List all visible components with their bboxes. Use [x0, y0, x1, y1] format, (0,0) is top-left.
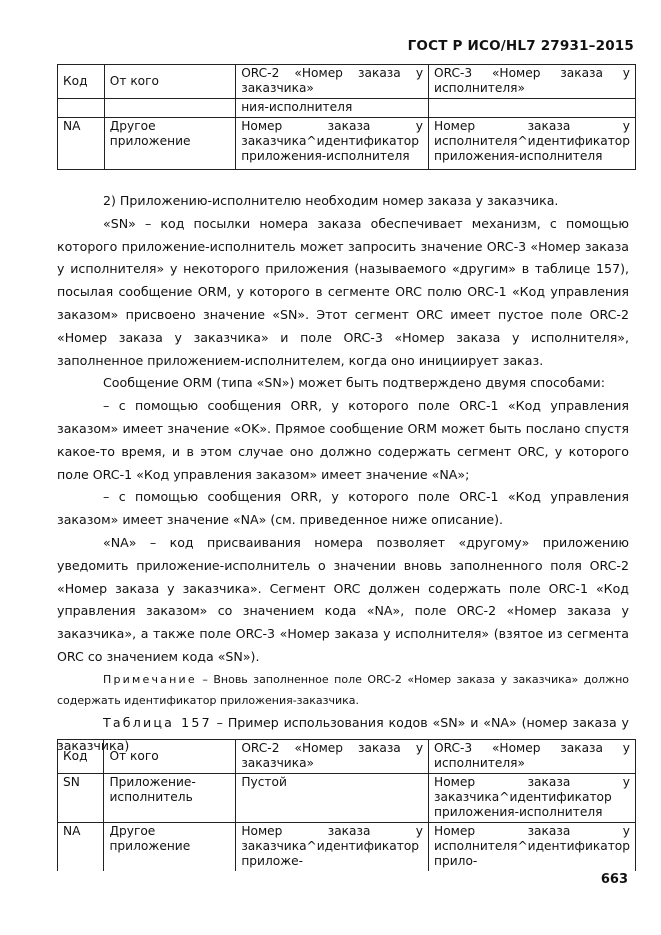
page-number: 663	[600, 872, 628, 887]
cell-orc3: Номер заказа у исполнителя^идентификатор прило-	[429, 823, 636, 872]
cell-continuation: ния-исполнителя	[236, 99, 429, 118]
body-text	[57, 190, 629, 757]
cell-orc3: Номер заказа у исполнителя^идентификатор приложения-исполнителя	[429, 118, 636, 170]
table-row	[58, 118, 636, 170]
table-row	[58, 99, 636, 118]
list-item: – с помощью сообщения ORR, у которого поле ORC-1 «Код управления заказом» имеет значение «NA» (см. приведенное ниже описание).	[57, 489, 629, 528]
table-157	[57, 739, 636, 871]
cell-orc2: Номер заказа у заказчика^идентификатор приложения-исполнителя	[236, 118, 429, 170]
cell-from: Другое приложение	[104, 118, 235, 170]
table-label: Таблица 157	[103, 714, 212, 730]
cell-from: Другое приложение	[104, 823, 236, 872]
cell-orc2: Номер заказа у заказчика^идентификатор приложе-	[236, 823, 429, 872]
cell-code: NA	[58, 118, 105, 170]
table-header-row	[58, 65, 636, 99]
list-item: – с помощью сообщения ORR, у которого поле ORC-1 «Код управления заказом» имеет значение «OK». Прямое сообщение ORM может быть послано спустя какое-то время, и в этом случае оно должно содержать сегмент ORC, у которого поле ORC-1 «Код управления заказом» имеет значение «NA»;	[57, 398, 629, 482]
note-label: Примечание	[103, 672, 197, 686]
page-header: ГОСТ Р ИСО/HL7 27931–2015	[407, 38, 634, 54]
table-continued	[57, 64, 636, 170]
table-row	[58, 823, 636, 872]
header-orc2: ORC-2 «Номер заказа у заказчика»	[236, 65, 429, 99]
header-code: Код	[58, 740, 104, 774]
header-from: От кого	[104, 740, 236, 774]
cell-orc3: Номер заказа у заказчика^идентификатор приложения-исполнителя	[429, 774, 636, 823]
cell-code: SN	[58, 774, 104, 823]
header-code: Код	[58, 65, 105, 99]
cell-code: NA	[58, 823, 104, 872]
note	[57, 669, 629, 711]
cell-from: Приложение-исполнитель	[104, 774, 236, 823]
header-from: От кого	[104, 65, 235, 99]
paragraph: «SN» – код посылки номера заказа обеспечивает механизм, с помощью которого приложение-исполнитель может запросить значение ORC-3 «Номер заказа у исполнителя» у некоторого приложения (называемого «другим» в таблице 157), посылая сообщение ORM, у которого в сегменте ORC полю ORC-1 «Код управления заказом» присвоено значение «SN». Этот сегмент ORC имеет пустое поле ORC-2 «Номер заказа у заказчика» и поле ORC-3 «Номер заказа у исполнителя», заполненное приложением-исполнителем, когда оно инициирует заказ.	[57, 215, 629, 368]
table-caption-text: – Пример использования кодов «SN» и «NA» (номер заказа у заказчика)	[57, 714, 629, 753]
table-header-row	[58, 740, 636, 774]
paragraph: «NA» – код присваивания номера позволяет «другому» приложению уведомить приложение-исполнитель о значении вновь заполненного поля ORC-2 «Номер заказа у заказчика». Сегмент ORC должен содержать поле ORC-1 «Код управления заказом» со значением кода «NA», поле ORC-2 «Номер заказа у заказчика», а также поле ORC-3 «Номер заказа у исполнителя» (взятое из сегмента ORC со значением кода «SN»).	[57, 534, 629, 664]
cell-orc2: Пустой	[236, 774, 429, 823]
header-orc3: ORC-3 «Номер заказа у исполнителя»	[429, 65, 636, 99]
table-row	[58, 774, 636, 823]
paragraph: 2) Приложению-исполнителю необходим номер заказа у заказчика.	[103, 193, 559, 208]
paragraph: Сообщение ORM (типа «SN») может быть подтверждено двумя способами:	[103, 375, 605, 391]
header-orc2: ORC-2 «Номер заказа у заказчика»	[236, 740, 429, 774]
note-text: – Вновь заполненное поле ORC-2 «Номер заказа у заказчика» должно содержать идентификатор приложения-заказчика.	[57, 672, 629, 707]
header-orc3: ORC-3 «Номер заказа у исполнителя»	[429, 740, 636, 774]
